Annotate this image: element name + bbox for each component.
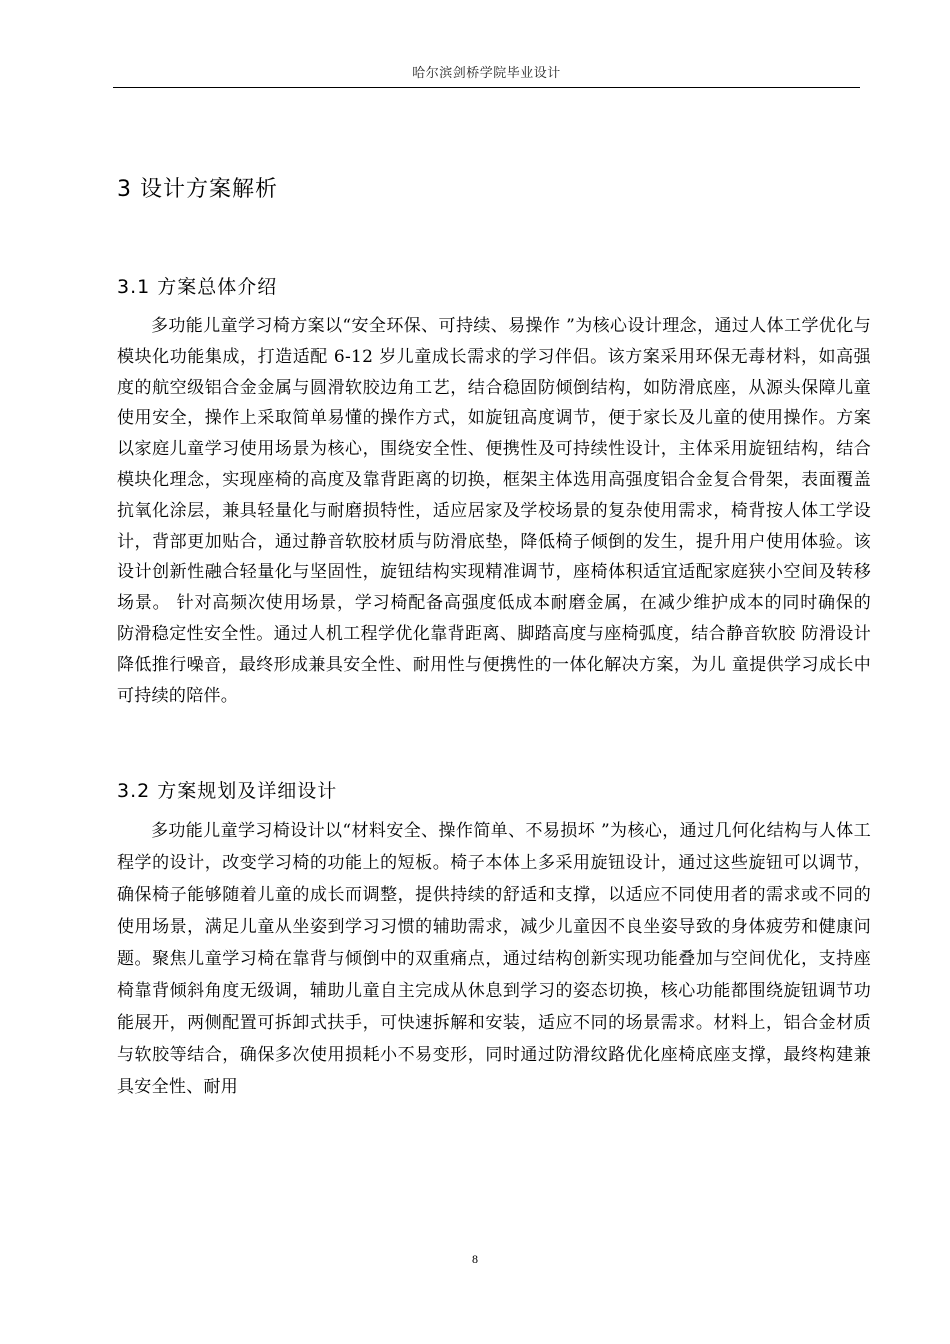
chapter-title: 3 设计方案解析 <box>117 177 278 202</box>
header-divider <box>113 87 860 88</box>
section-title-3-1: 3.1 方案总体介绍 <box>117 276 278 298</box>
running-header: 哈尔滨剑桥学院毕业设计 <box>412 66 561 81</box>
section-body-3-1: 多功能儿童学习椅方案以“安全环保、可持续、易操作 ”为核心设计理念，通过人体工学优化与模块化功能集成，打造适配 6-12 岁儿童成长需求的学习伴侣。该方案采用环保无毒材料，如高强度的航空级铝合金金属与圆滑软胶边角工艺，结合稳固防倾倒结构，如防滑底座，从源头保障儿童使用安全，操作上采取简单易懂的操作方式，如旋钮高度调节，便于家长及儿童的使用操作。方案以家庭儿童学习使用场景为核心，围绕安全性、便携性及可持续性设计，主体采用旋钮结构，结合模块化理念，实现座椅的高度及靠背距离的切换，框架主体选用高强度铝合金复合骨架，表面覆盖抗氧化涂层，兼具轻量化与耐磨损特性，适应居家及学校场景的复杂使用需求，椅背按人体工学设计，背部更加贴合，通过静音软胶材质与防滑底垫，降低椅子倾倒的发生，提升用户使用体验。该设计创新性融合轻量化与坚固性，旋钮结构实现精准调节，座椅体积适宜适配家庭狭小空间及转移场景。 针对高频次使用场景，学习椅配备高强度低成本耐磨金属，在减少维护成本的同时确保的 防滑稳定性安全性。通过人机工程学优化靠背距离、脚踏高度与座椅弧度，结合静音软胶 防滑设计降低推行噪音，最终形成兼具安全性、耐用性与便携性的一体化解决方案，为儿 童提供学习成长中可持续的陪伴。 <box>117 316 871 706</box>
section-title-3-2: 3.2 方案规划及详细设计 <box>117 780 338 802</box>
section-body-3-2: 多功能儿童学习椅设计以“材料安全、操作简单、不易损坏 ”为核心，通过几何化结构与人体工程学的设计，改变学习椅的功能上的短板。椅子本体上多采用旋钮设计，通过这些旋钮可以调节，确保椅子能够随着儿童的成长而调整，提供持续的舒适和支撑，以适应不同使用者的需求或不同的使用场景，满足儿童从坐姿到学习习惯的辅助需求，减少儿童因不良坐姿导致的身体疲劳和健康问题。聚焦儿童学习椅在靠背与倾倒中的双重痛点，通过结构创新实现功能叠加与空间优化，支持座椅靠背倾斜角度无级调，辅助儿童自主完成从休息到学习的姿态切换，核心功能都围绕旋钮调节功能展开，两侧配置可拆卸式扶手，可快速拆解和安装，适应不同的场景需求。材料上，铝合金材质与软胶等结合，确保多次使用损耗小不易变形，同时通过防滑纹路优化座椅底座支撑，最终构建兼具安全性、耐用 <box>117 821 871 1097</box>
page-number: 8 <box>472 1252 478 1266</box>
